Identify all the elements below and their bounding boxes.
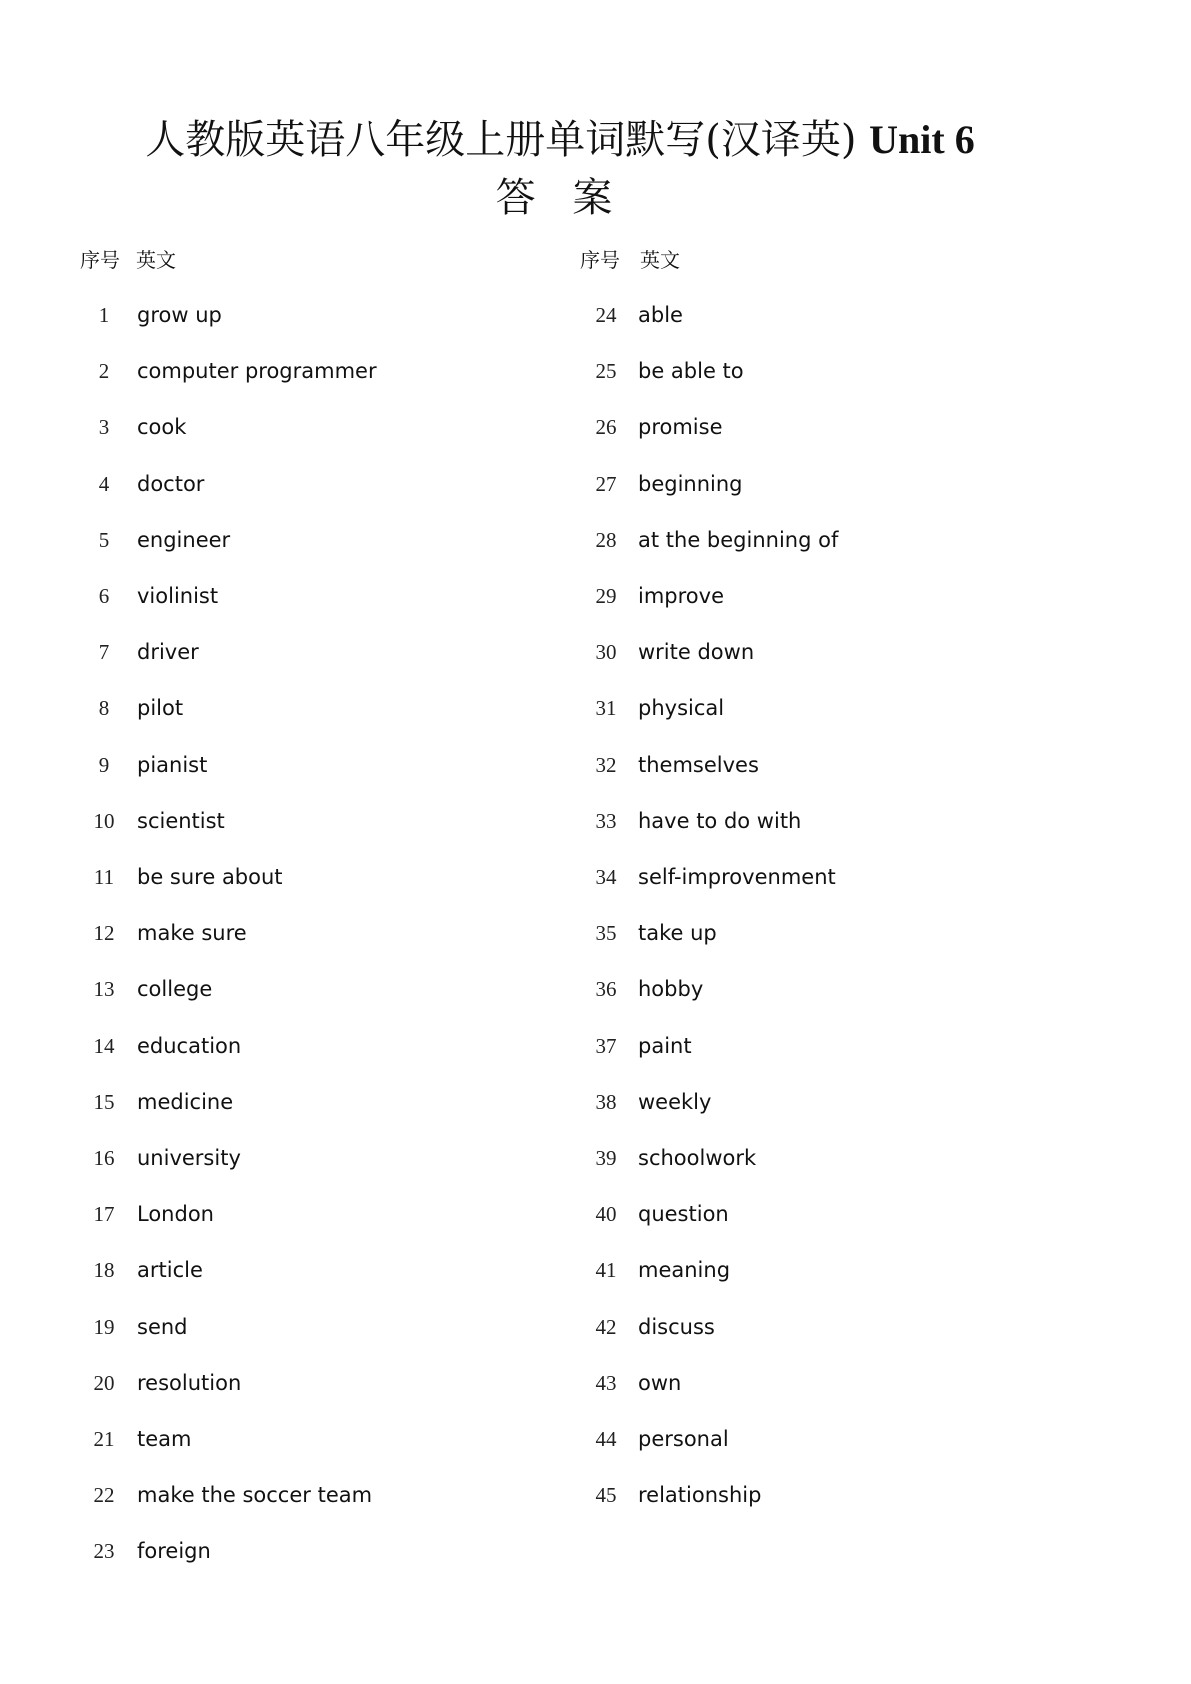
item-english-word: discuss [638,1314,715,1339]
item-english-word: scientist [137,808,225,833]
item-number: 32 [595,752,617,777]
item-english-word: promise [638,415,723,440]
item-number: 21 [93,1427,115,1451]
item-number: 22 [93,1483,115,1508]
item-number: 28 [595,527,617,552]
item-number: 2 [98,359,110,384]
item-english-word: London [137,1202,214,1227]
item-english-word: own [638,1370,682,1395]
item-number: 13 [93,977,115,1002]
item-english-word: meaning [638,1258,731,1283]
list-item [0,1483,1191,1523]
item-english-word: weekly [638,1089,712,1114]
item-number: 24 [595,303,617,327]
item-number: 5 [98,527,110,552]
item-english-word: improve [638,584,724,608]
list-item [0,359,1191,399]
item-number: 37 [595,1033,617,1058]
item-english-word: education [137,1033,242,1058]
item-english-word: violinist [137,584,219,608]
item-english-word: medicine [137,1089,234,1114]
item-english-word: take up [638,921,717,946]
item-english-word: write down [638,640,755,665]
title-chinese: 人教版英语八年级上册单词默写(汉译英) [145,117,870,163]
list-item [0,1258,1191,1298]
item-english-word: paint [638,1033,692,1058]
item-english-word: computer programmer [137,359,377,384]
item-number: 23 [93,1539,115,1564]
item-english-word: team [137,1427,192,1451]
list-item [0,1090,1191,1130]
item-english-word: pianist [137,752,208,777]
item-english-word: university [137,1146,241,1170]
item-number: 29 [595,584,617,608]
item-english-word: physical [638,696,725,721]
item-number: 34 [595,865,617,889]
page-title [0,108,1120,165]
item-number: 44 [595,1427,617,1451]
item-english-word: driver [137,640,199,665]
header-english: 英文 [136,248,176,272]
item-number: 39 [595,1146,617,1170]
item-number: 19 [93,1314,115,1339]
list-item [0,865,1191,905]
item-number: 7 [98,640,110,665]
item-number: 30 [595,640,617,665]
item-english-word: question [638,1202,729,1227]
item-number: 1 [98,303,110,327]
item-english-word: have to do with [638,808,802,833]
list-item [0,1034,1191,1074]
item-number: 31 [595,696,617,721]
item-english-word: pilot [137,696,184,721]
item-english-word: able [638,303,683,327]
item-number: 6 [98,584,110,608]
list-item [0,921,1191,961]
item-number: 41 [595,1258,617,1283]
item-english-word: personal [638,1427,729,1451]
item-number: 25 [595,359,617,384]
item-number: 27 [595,471,617,496]
item-english-word: be sure about [137,865,283,889]
item-english-word: engineer [137,527,231,552]
item-english-word: beginning [638,471,743,496]
list-item [0,640,1191,680]
list-item [0,753,1191,793]
list-item [0,809,1191,849]
list-item [0,977,1191,1017]
list-item [0,528,1191,568]
item-english-word: at the beginning of [638,527,839,552]
item-number: 17 [93,1202,115,1227]
item-number: 35 [595,921,617,946]
item-number: 38 [595,1089,617,1114]
list-item [0,472,1191,512]
list-item [0,584,1191,624]
item-number: 33 [595,808,617,833]
list-item [0,1539,1191,1579]
item-english-word: make sure [137,921,247,946]
item-number: 40 [595,1202,617,1227]
item-number: 26 [595,415,617,440]
list-item [0,696,1191,736]
header-number: 序号 [580,248,620,272]
item-number: 36 [595,977,617,1002]
item-number: 42 [595,1314,617,1339]
item-english-word: doctor [137,471,205,496]
item-number: 14 [93,1033,115,1058]
list-item [0,1202,1191,1242]
item-english-word: college [137,977,213,1002]
item-number: 16 [93,1146,115,1170]
page-subtitle: 答 案 [495,175,625,221]
list-item [0,303,1191,343]
list-item [0,1371,1191,1411]
item-english-word: foreign [137,1539,211,1564]
item-number: 12 [93,921,115,946]
item-number: 8 [98,696,110,721]
item-english-word: send [137,1314,188,1339]
item-number: 10 [93,808,115,833]
item-number: 43 [595,1370,617,1395]
item-english-word: article [137,1258,203,1283]
item-number: 45 [595,1483,617,1508]
item-english-word: resolution [137,1370,242,1395]
item-english-word: themselves [638,752,759,777]
item-number: 15 [93,1089,115,1114]
item-english-word: cook [137,415,187,440]
list-item [0,1146,1191,1186]
list-item [0,1427,1191,1467]
item-english-word: make the soccer team [137,1483,373,1508]
header-english: 英文 [640,248,680,272]
item-english-word: hobby [638,977,704,1002]
item-number: 18 [93,1258,115,1283]
item-english-word: schoolwork [638,1146,757,1170]
list-item [0,415,1191,455]
item-english-word: grow up [137,303,222,327]
item-number: 3 [98,415,110,440]
item-number: 20 [93,1370,115,1395]
list-item [0,1315,1191,1355]
item-english-word: self-improvenment [638,865,836,889]
item-number: 11 [93,865,115,889]
item-english-word: be able to [638,359,744,384]
item-english-word: relationship [638,1483,762,1508]
item-number: 9 [98,752,110,777]
header-number: 序号 [80,248,120,272]
title-unit: Unit 6 [869,117,975,162]
item-number: 4 [98,471,110,496]
